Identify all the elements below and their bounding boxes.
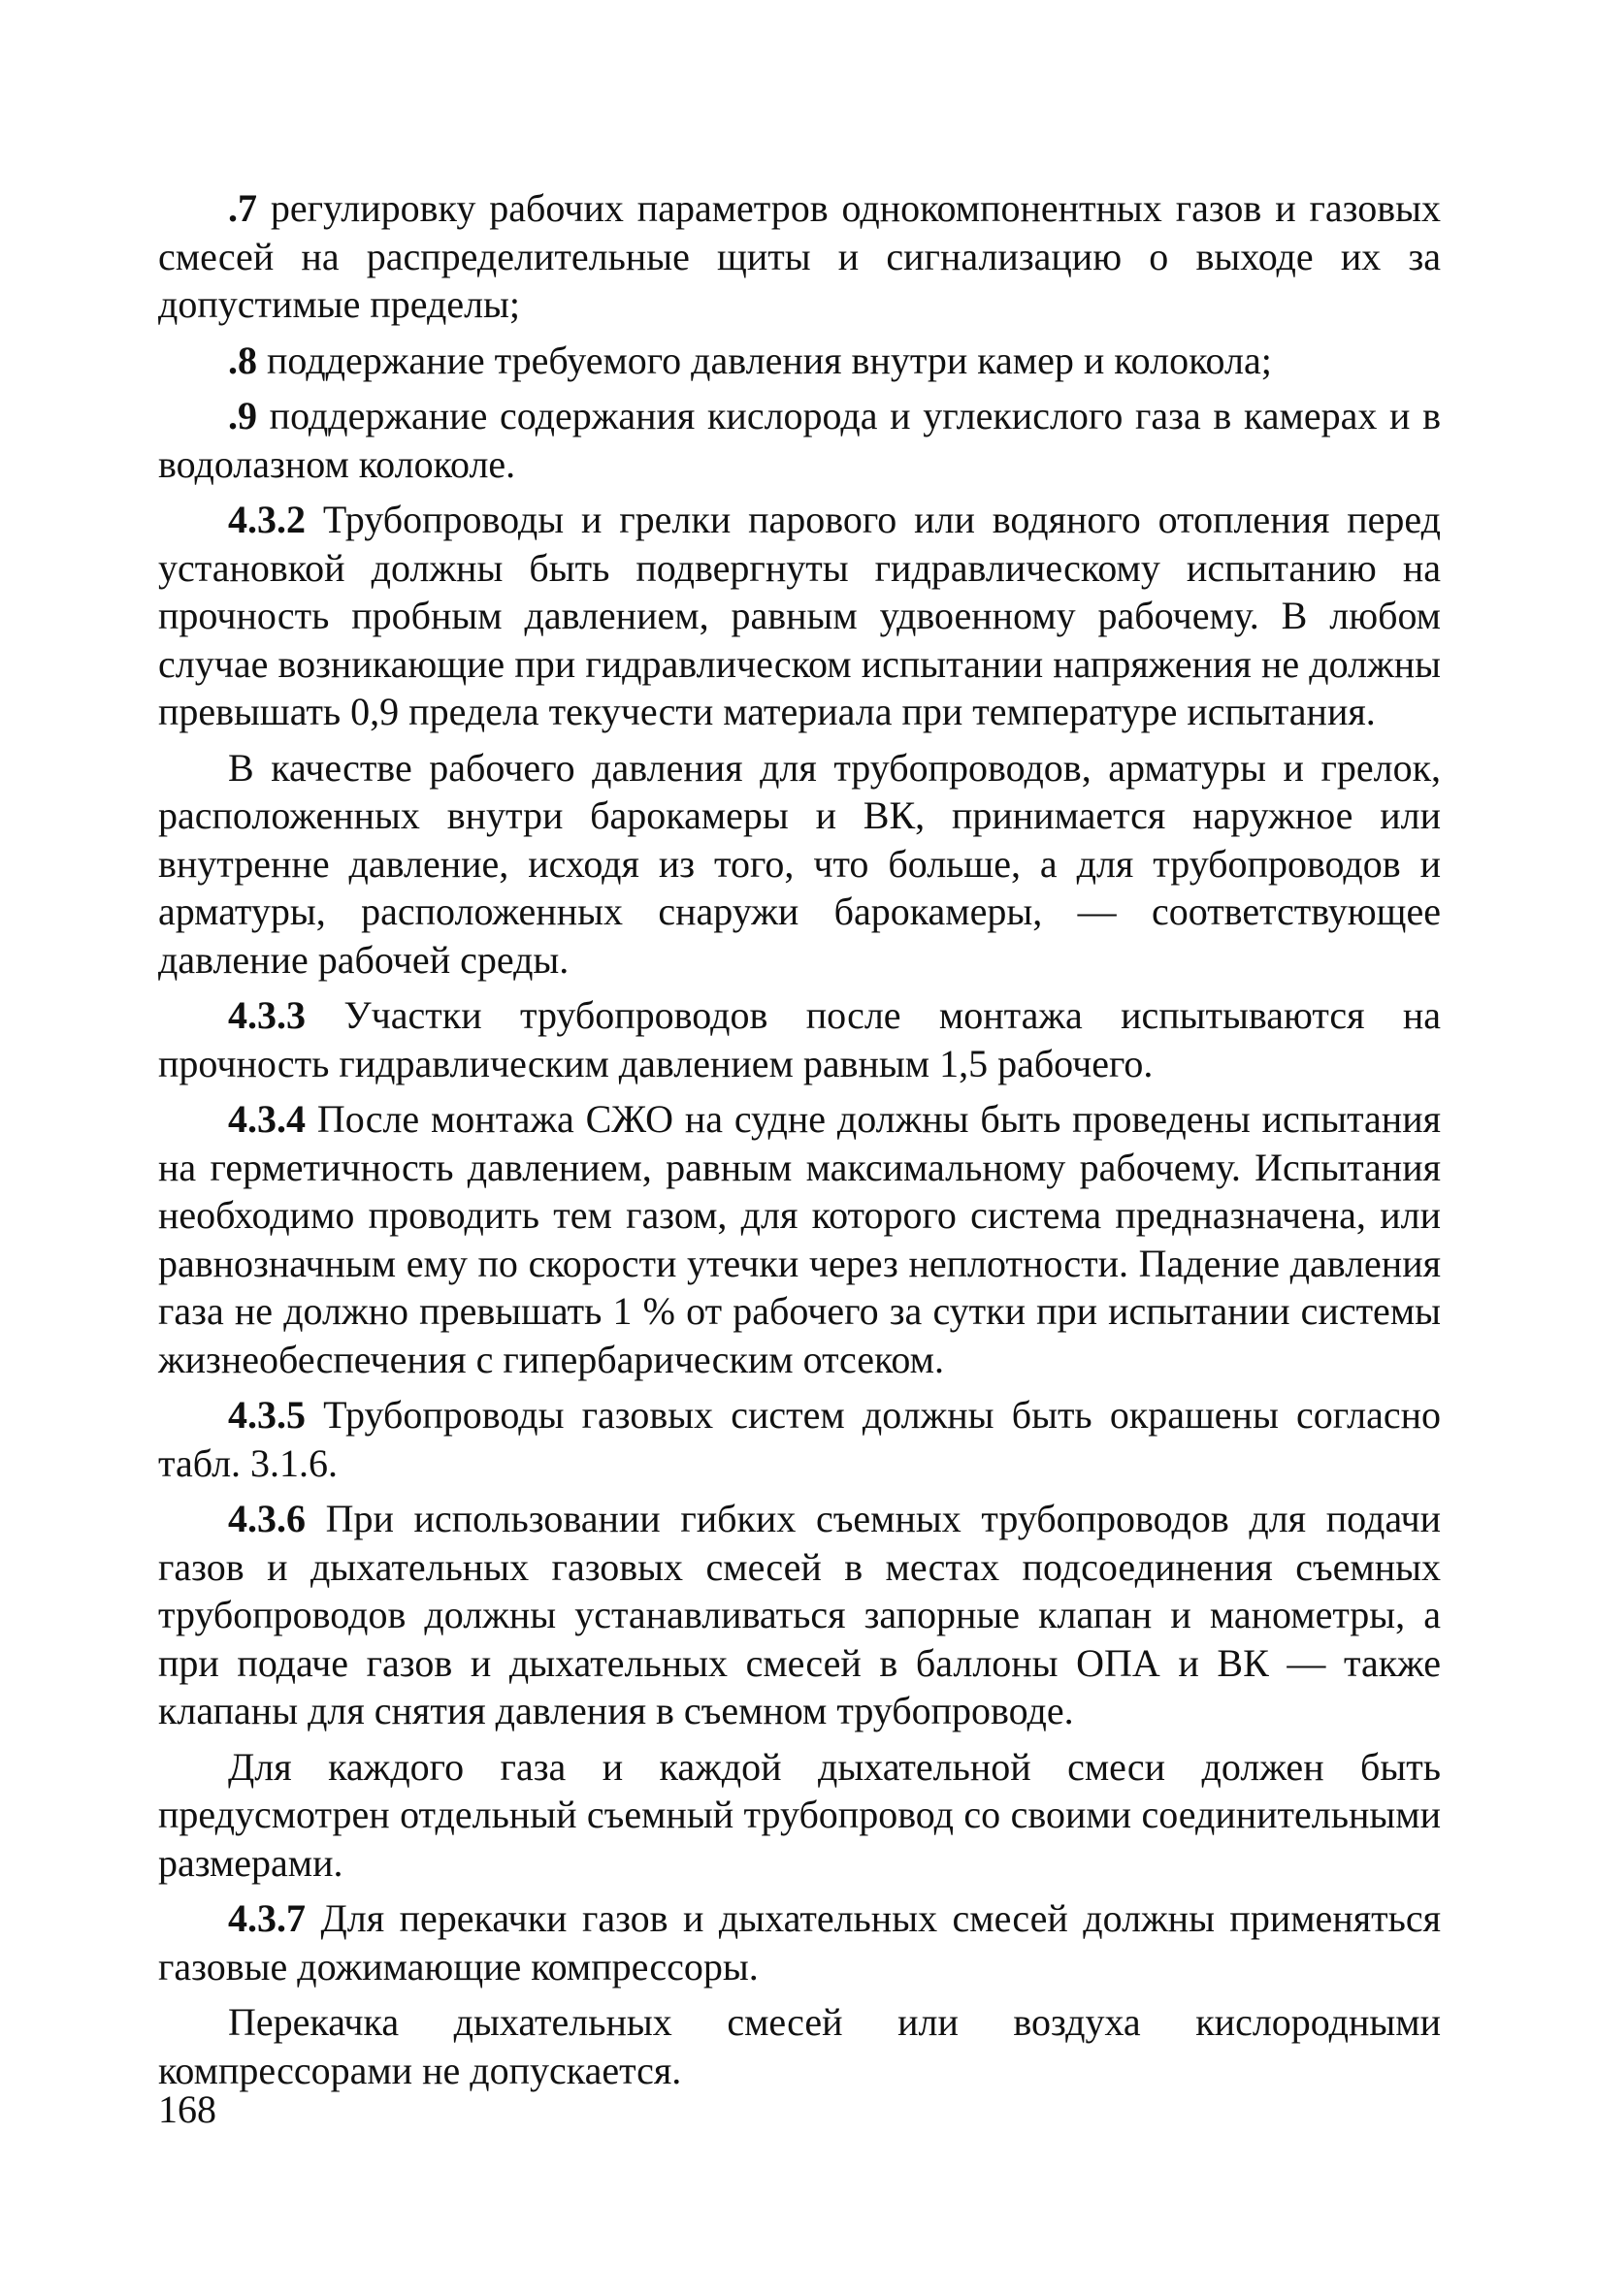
paragraph-4-3-3 <box>158 991 1441 1087</box>
paragraph-text: Для каждого газа и каждой дыхательной смеси должен быть предусмотрен отдельный съемный трубопровод со своими соединительными размерами. <box>158 1744 1441 1885</box>
paragraph-4-3-2-continued <box>158 744 1441 985</box>
paragraph-text: поддержание требуемого давления внутри камер и колокола; <box>257 338 1272 382</box>
paragraph-text: регулировку рабочих параметров однокомпонентных газов и газовых смесей на распределительные щиты и сигнализацию о выходе их за допустимые пределы; <box>158 186 1441 326</box>
section-number: 4.3.7 <box>228 1896 306 1940</box>
item-number: .9 <box>228 394 257 437</box>
paragraph-4-3-2 <box>158 496 1441 736</box>
section-number: 4.3.4 <box>228 1097 306 1141</box>
section-number: 4.3.5 <box>228 1393 306 1437</box>
paragraph-4-3-6-continued <box>158 1743 1441 1888</box>
paragraph-text: Перекачка дыхательных смесей или воздуха кислородными компрессорами не допускается. <box>158 2000 1441 2092</box>
paragraph-text: В качестве рабочего давления для трубопроводов, арматуры и грелок, расположенных внутри барокамеры и ВК, принимается наружное или внутренне давление, исходя из того, что больше, а для трубопроводов и арматуры, расположенных снаружи барокамеры, — соответствующее давление рабочей среды. <box>158 745 1441 982</box>
paragraph-4-3-5 <box>158 1391 1441 1487</box>
paragraph-4-3-4 <box>158 1095 1441 1383</box>
paragraph-item-7 <box>158 184 1441 329</box>
section-number: 4.3.6 <box>228 1497 306 1540</box>
item-number: .7 <box>228 186 257 230</box>
body-text <box>158 184 1441 2102</box>
paragraph-text: Трубопроводы и грелки парового или водяного отопления перед установкой должны быть подвергнуты гидравлическому испытанию на прочность пробным давлением, равным удвоенному рабочему. В любом случае возникающие при гидравлическом испытании напряжения не должны превышать 0,9 предела текучести материала при температуре испытания. <box>158 498 1441 733</box>
paragraph-item-9 <box>158 392 1441 488</box>
item-number: .8 <box>228 338 257 382</box>
paragraph-text: Участки трубопроводов после монтажа испытываются на прочность гидравлическим давлением равным 1,5 рабочего. <box>158 993 1441 1085</box>
paragraph-text: Трубопроводы газовых систем должны быть окрашены согласно табл. 3.1.6. <box>158 1393 1441 1485</box>
paragraph-4-3-6 <box>158 1495 1441 1735</box>
page-number: 168 <box>158 2087 216 2131</box>
paragraph-item-8 <box>158 337 1441 385</box>
paragraph-text: поддержание содержания кислорода и углекислого газа в камерах и в водолазном колоколе. <box>158 394 1441 486</box>
paragraph-text: Для перекачки газов и дыхательных смесей должны применяться газовые дожимающие компрессоры. <box>158 1896 1441 1989</box>
paragraph-text: После монтажа СЖО на судне должны быть проведены испытания на герметичность давлением, равным максимальному рабочему. Испытания необходимо проводить тем газом, для которого система предназначена, или равнозначным ему по скорости утечки через неплотности. Падение давления газа не должно превышать 1 % от рабочего за сутки при испытании системы жизнеобеспечения с гипербарическим отсеком. <box>158 1097 1441 1381</box>
section-number: 4.3.2 <box>228 498 306 541</box>
paragraph-text: При использовании гибких съемных трубопроводов для подачи газов и дыхательных газовых смесей в местах подсоединения съемных трубопроводов должны устанавливаться запорные клапан и манометры, а при подаче газов и дыхательных смесей в баллоны ОПА и ВК — также клапаны для снятия давления в съемном трубопроводе. <box>158 1497 1441 1732</box>
section-number: 4.3.3 <box>228 993 306 1037</box>
paragraph-4-3-7-continued <box>158 1998 1441 2094</box>
paragraph-4-3-7 <box>158 1894 1441 1990</box>
